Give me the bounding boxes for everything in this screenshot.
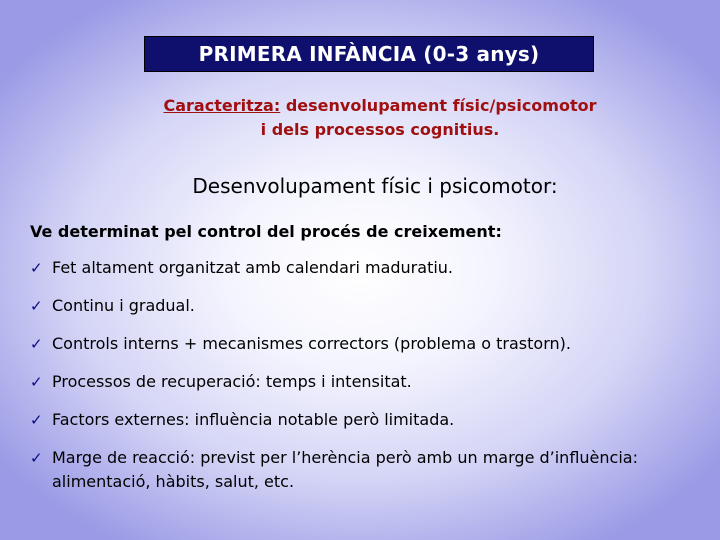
list-item-text: Continu i gradual. — [52, 296, 195, 315]
lead-text: Ve determinat pel control del procés de creixement: — [30, 222, 502, 241]
check-icon: ✓ — [30, 449, 43, 467]
title-banner — [144, 36, 594, 72]
check-icon: ✓ — [30, 259, 43, 277]
characteristic-label: Caracteritza: — [163, 96, 281, 115]
list-item-text: Fet altament organitzat amb calendari maduratiu. — [52, 258, 454, 277]
bullet-list — [30, 256, 710, 508]
list-item — [30, 370, 710, 394]
characteristic-block — [100, 94, 660, 142]
section-subtitle: Desenvolupament físic i psicomotor: — [192, 174, 558, 198]
check-icon: ✓ — [30, 373, 43, 391]
list-item-text: Controls interns + mecanismes correctors (problema o trastorn). — [52, 334, 571, 353]
list-item — [30, 332, 710, 356]
slide-title: PRIMERA INFÀNCIA (0-3 anys) — [198, 42, 540, 66]
list-item-text: Marge de reacció: previst per l’herència però amb un marge d’influència: alimentació, hàbits, salut, etc. — [52, 448, 638, 491]
characteristic-text-2: i dels processos cognitius. — [260, 120, 500, 139]
check-icon: ✓ — [30, 411, 43, 429]
characteristic-line-1 — [100, 94, 660, 118]
list-item — [30, 294, 710, 318]
list-item-text: Processos de recuperació: temps i intensitat. — [52, 372, 412, 391]
list-item — [30, 446, 710, 494]
characteristic-text-1: desenvolupament físic/psicomotor — [280, 96, 597, 115]
check-icon: ✓ — [30, 297, 43, 315]
list-item — [30, 256, 710, 280]
check-icon: ✓ — [30, 335, 43, 353]
list-item-text: Factors externes: influència notable però limitada. — [52, 410, 455, 429]
list-item — [30, 408, 710, 432]
